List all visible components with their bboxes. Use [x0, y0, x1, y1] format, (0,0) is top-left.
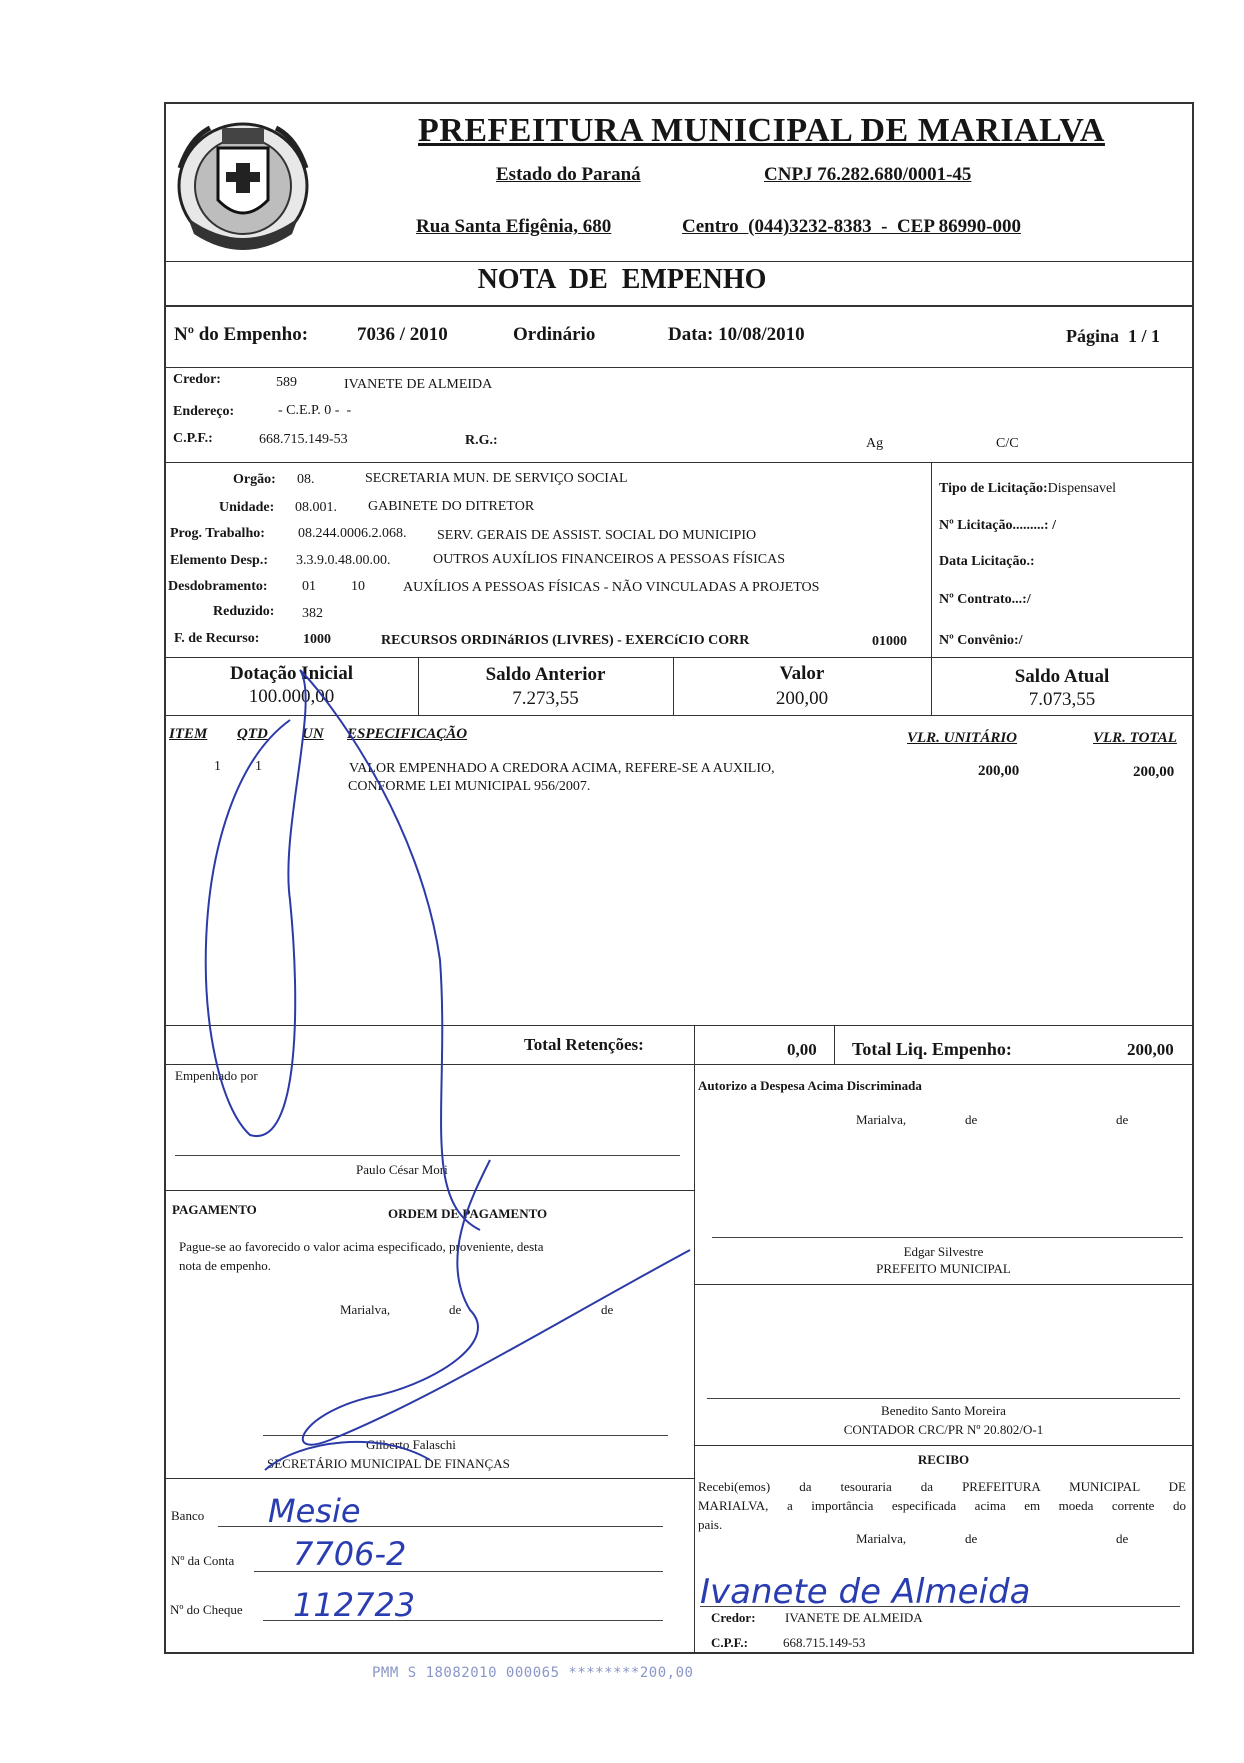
desdobramento-code-1: 01 [302, 579, 316, 594]
banco-value: Mesie [268, 1492, 361, 1530]
convenio-number: Nº Convênio:/ [939, 633, 1023, 648]
conta-label: Nº da Conta [171, 1553, 235, 1568]
autorizo-de-1: de [965, 1112, 978, 1127]
pagamento-title: PAGAMENTO [172, 1202, 257, 1217]
page-title: PREFEITURA MUNICIPAL DE MARIALVA [418, 112, 1105, 149]
pague-se-text-line-2: nota de empenho. [179, 1258, 272, 1273]
conta-value: 7706-2 [293, 1535, 407, 1573]
ordem-de-1: de [449, 1302, 462, 1317]
cheque-value: 112723 [293, 1586, 416, 1624]
recibo-text-line-1: Recebi(emos) da tesouraria da PREFEITURA MUNICIPAL DE [698, 1479, 1186, 1494]
cpf-value: 668.715.149-53 [259, 432, 348, 447]
recibo-title: RECIBO [917, 1452, 970, 1467]
orgao-code: 08. [297, 472, 315, 487]
elemento-desc: OUTROS AUXÍLIOS FINANCEIROS A PESSOAS FÍSICAS [433, 552, 786, 567]
cpf-label: C.P.F.: [173, 431, 213, 446]
total-retencoes-label: Total Retenções: [524, 1035, 644, 1054]
saldo-atual-label: Saldo Atual [1014, 666, 1110, 687]
licitacao-type-value: Dispensavel [1047, 481, 1117, 496]
reduzido-label: Reduzido: [213, 604, 275, 619]
saldo-anterior-value: 7.273,55 [512, 688, 579, 709]
recibo-place: Marialva, [856, 1531, 907, 1546]
recibo-de-1: de [965, 1531, 978, 1546]
prefeito-name: Edgar Silvestre [903, 1244, 984, 1259]
item-description-line-2: CONFORME LEI MUNICIPAL 956/2007. [348, 779, 591, 794]
financas-role: SECRETÁRIO MUNICIPAL DE FINANÇAS [267, 1456, 510, 1471]
address-label: Rua Santa Efigênia, 680 [416, 216, 612, 237]
coat-of-arms-emblem [170, 108, 316, 256]
prog-code: 08.244.0006.2.068. [298, 526, 407, 541]
pague-se-text-line-1: Pague-se ao favorecido o valor acima especificado, proveniente, desta [179, 1239, 544, 1254]
autorizo-title: Autorizo a Despesa Acima Discriminada [698, 1078, 922, 1093]
items-header-un: UN [302, 726, 324, 742]
ordem-de-2: de [601, 1302, 614, 1317]
item-number: 1 [214, 759, 221, 774]
total-liquido-value: 200,00 [1127, 1040, 1174, 1059]
autorizo-place: Marialva, [856, 1112, 907, 1127]
orgao-desc: SECRETARIA MUN. DE SERVIÇO SOCIAL [365, 471, 628, 486]
unidade-desc: GABINETE DO DITRETOR [368, 499, 535, 514]
credor-name: IVANETE DE ALMEIDA [344, 377, 493, 392]
empenhado-por-label: Empenhado por [175, 1068, 258, 1083]
recibo-credor-label: Credor: [711, 1610, 756, 1625]
recibo-de-2: de [1116, 1531, 1129, 1546]
fonte-desc: RECURSOS ORDINáRIOS (LIVRES) - EXERCíCIO CORR [381, 633, 750, 648]
prog-label: Prog. Trabalho: [170, 526, 265, 541]
ordem-pagamento-title: ORDEM DE PAGAMENTO [388, 1206, 548, 1221]
recibo-cpf-label: C.P.F.: [711, 1635, 748, 1650]
item-total-value: 200,00 [1133, 764, 1175, 780]
ag-label: Ag [866, 436, 884, 451]
items-header-vlr-unitario: VLR. UNITÁRIO [907, 730, 1018, 746]
fonte-code-2: 01000 [872, 634, 907, 649]
item-description-line-1: VALOR EMPENHADO A CREDORA ACIMA, REFERE-SE A AUXILIO, [349, 761, 775, 776]
cheque-label: Nº do Cheque [170, 1602, 243, 1617]
state-label: Estado do Paraná [496, 164, 641, 185]
recibo-text-line-2: MARIALVA, a importância especificada acima em moeda corrente do [698, 1498, 1186, 1513]
items-header-qtd: QTD [237, 726, 268, 742]
items-header-especificacao: ESPECIFICAÇÃO [347, 726, 468, 742]
desdobramento-desc: AUXÍLIOS A PESSOAS FÍSICAS - NÃO VINCULADAS A PROJETOS [403, 580, 820, 595]
elemento-label: Elemento Desp.: [170, 553, 268, 568]
recibo-cpf-value: 668.715.149-53 [783, 1635, 866, 1650]
valor-value: 200,00 [775, 688, 829, 709]
contact-label: Centro (044)3232-8383 - CEP 86990-000 [682, 216, 1021, 237]
endereco-label: Endereço: [173, 404, 235, 419]
desdobramento-label: Desdobramento: [168, 579, 268, 594]
empenhado-signer: Paulo César Mori [356, 1162, 448, 1177]
items-header-item: ITEM [169, 726, 208, 742]
financas-signer: Gilberto Falaschi [366, 1437, 456, 1452]
contrato-number: Nº Contrato...:/ [939, 592, 1031, 607]
empenho-type: Ordinário [513, 324, 596, 345]
total-retencoes-value: 0,00 [787, 1040, 817, 1059]
bank-stamp: PMM S 18082010 000065 ********200,00 [372, 1665, 694, 1681]
credor-code: 589 [276, 375, 297, 390]
contador-name: Benedito Santo Moreira [881, 1403, 1006, 1418]
elemento-code: 3.3.9.0.48.00.00. [296, 553, 391, 568]
document-title: NOTA DE EMPENHO [477, 264, 767, 295]
cc-label: C/C [996, 436, 1019, 451]
contador-role: CONTADOR CRC/PR Nº 20.802/O-1 [843, 1422, 1044, 1437]
cnpj-label: CNPJ 76.282.680/0001-45 [764, 164, 972, 185]
recibo-text-line-3: pais. [698, 1517, 723, 1532]
empenho-number-label: Nº do Empenho: [174, 324, 309, 345]
credor-label: Credor: [173, 372, 221, 387]
licitacao-type: Tipo de Licitação:Dispensavel [939, 481, 1117, 496]
saldo-anterior-label: Saldo Anterior [485, 664, 606, 685]
orgao-label: Orgão: [233, 472, 276, 487]
fonte-label: F. de Recurso: [174, 631, 260, 646]
empenho-number: 7036 / 2010 [357, 324, 448, 345]
endereco-value: - C.E.P. 0 - - [278, 403, 352, 418]
reduzido-value: 382 [302, 606, 323, 621]
item-qtd: 1 [255, 759, 262, 774]
dotacao-label: Dotação Inicial [230, 663, 353, 684]
page-number: Página 1 / 1 [1066, 326, 1161, 346]
desdobramento-code-2: 10 [351, 579, 365, 594]
prefeito-role: PREFEITO MUNICIPAL [876, 1261, 1011, 1276]
dotacao-value: 100.000,00 [248, 686, 335, 707]
licitacao-number: Nº Licitação.........: / [939, 518, 1056, 533]
saldo-atual-value: 7.073,55 [1028, 689, 1096, 710]
licitacao-date: Data Licitação.: [939, 554, 1035, 569]
banco-label: Banco [171, 1508, 205, 1523]
total-liquido-label: Total Liq. Empenho: [852, 1039, 1012, 1059]
item-unit-value: 200,00 [978, 763, 1020, 779]
recibo-text [698, 1477, 1186, 1534]
prog-desc: SERV. GERAIS DE ASSIST. SOCIAL DO MUNICIPIO [437, 528, 757, 543]
empenho-date: Data: 10/08/2010 [668, 324, 805, 345]
unidade-code: 08.001. [295, 500, 337, 515]
credor-signature: Ivanete de Almeida [700, 1572, 1031, 1612]
fonte-code: 1000 [303, 632, 331, 647]
rg-label: R.G.: [465, 433, 498, 448]
unidade-label: Unidade: [219, 500, 275, 515]
ordem-place: Marialva, [340, 1302, 391, 1317]
valor-label: Valor [779, 663, 825, 684]
autorizo-de-2: de [1116, 1112, 1129, 1127]
recibo-credor-name: IVANETE DE ALMEIDA [785, 1610, 923, 1625]
items-header-vlr-total: VLR. TOTAL [1093, 730, 1177, 746]
